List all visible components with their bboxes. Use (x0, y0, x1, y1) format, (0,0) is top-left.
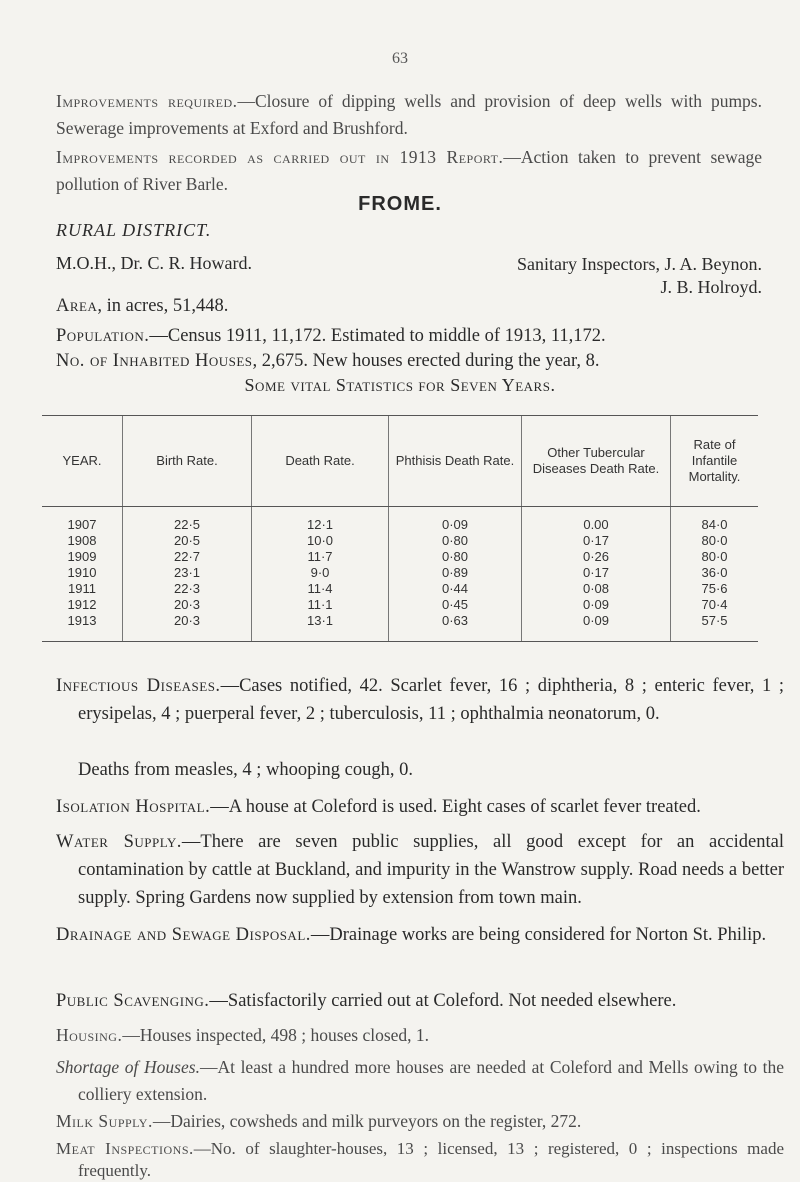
meat-heading: Meat Inspections. (56, 1139, 194, 1158)
medical-officer: M.O.H., Dr. C. R. Howard. (56, 253, 252, 273)
isolation-paragraph (56, 793, 762, 821)
cell-other-tubercular: 0·09 (522, 613, 671, 642)
drainage-paragraph (56, 921, 784, 949)
cell-birth-rate: 20·3 (123, 597, 252, 613)
inspectors-line-1: Sanitary Inspectors, J. A. Beynon. (517, 254, 762, 274)
cell-year: 1910 (67, 565, 97, 580)
water-text: —There are seven public supplies, all good except for an accidental contamination by cattle at Buckland, and impurity in the Wanstrow supply. Road needs a better supply. Spring Gardens now supplied by extension from town main. (78, 832, 784, 908)
infectious-text: —Cases notified, 42. Scarlet fever, 16 ; diphtheria, 8 ; enteric fever, 1 ; erysipelas, 4 ; puerperal fever, 2 ; tuberculosis, 11 ; ophthalmia neonatorum, 0. (78, 676, 784, 724)
population-paragraph (56, 322, 762, 350)
milk-supply-paragraph (56, 1108, 762, 1135)
water-heading: Water Supply. (56, 832, 182, 852)
shortage-heading: Shortage of Houses. (56, 1057, 200, 1077)
improvements-required-text: —Closure of dipping wells and provision of deep wells with pumps. Sewerage improvements at Exford and Brushford. (56, 91, 762, 138)
cell-infantile-mortality: 80·0 (671, 533, 759, 549)
header-other-tubercular: Other Tubercular Diseases Death Rate. (522, 416, 671, 507)
improvements-recorded-heading: Improvements recorded as carried out in 1913 Report. (56, 147, 504, 167)
cell-other-tubercular: 0·09 (522, 597, 671, 613)
cell-death-rate: 12·1 (252, 507, 389, 534)
scavenging-text: —Satisfactorily carried out at Coleford. Not needed elsewhere. (209, 991, 677, 1011)
housing-heading: Housing. (56, 1025, 123, 1045)
cell-other-tubercular: 0·26 (522, 549, 671, 565)
cell-phthisis: 0·45 (389, 597, 522, 613)
population-label: Population. (56, 326, 150, 346)
shortage-text: —At least a hundred more houses are needed at Coleford and Mells owing to the colliery extension. (78, 1057, 785, 1104)
table-row (42, 581, 758, 597)
shortage-paragraph (56, 1054, 784, 1108)
area-label: Area (56, 296, 98, 316)
cell-death-rate: 11·4 (252, 581, 389, 597)
cell-infantile-mortality: 75·6 (671, 581, 759, 597)
isolation-text: —A house at Coleford is used. Eight cases of scarlet fever treated. (210, 797, 701, 817)
header-phthisis: Phthisis Death Rate. (389, 416, 522, 507)
area-paragraph (56, 292, 762, 320)
cell-year: 1909 (67, 549, 97, 564)
table-row (42, 613, 758, 642)
population-text: —Census 1911, 11,172. Estimated to middle of 1913, 11,172. (149, 326, 606, 346)
drainage-heading: Drainage and Sewage Disposal. (56, 925, 311, 945)
table-row (42, 549, 758, 565)
houses-text: , 2,675. New houses erected during the year, 8. (252, 351, 600, 371)
cell-birth-rate: 23·1 (123, 565, 252, 581)
cell-year: 1911 (68, 581, 96, 596)
cell-phthisis: 0·63 (389, 613, 522, 642)
cell-year: 1913 (42, 613, 123, 642)
meat-text: —No. of slaughter-houses, 13 ; licensed, 13 ; registered, 0 ; inspections made frequently. (78, 1139, 785, 1180)
table-row (42, 565, 758, 581)
houses-label: No. of Inhabited Houses (56, 351, 253, 371)
inspectors-line-2: J. B. Holroyd. (660, 277, 762, 297)
drainage-text: —Drainage works are being considered for Norton St. Philip. (310, 925, 767, 945)
cell-phthisis: 0·80 (389, 549, 522, 565)
houses-paragraph (56, 347, 762, 375)
vital-statistics-table (42, 415, 758, 642)
milk-heading: Milk Supply. (56, 1111, 153, 1131)
cell-death-rate: 11·7 (252, 549, 389, 565)
cell-year: 1907 (67, 517, 97, 532)
improvements-recorded-paragraph (56, 144, 762, 198)
page-number: 63 (392, 50, 408, 67)
header-infantile-mortality: Rate of Infantile Mortality. (671, 416, 759, 507)
housing-text: —Houses inspected, 498 ; houses closed, 1. (122, 1025, 430, 1045)
cell-infantile-mortality: 70·4 (671, 597, 759, 613)
cell-other-tubercular: 0.00 (522, 507, 671, 534)
cell-phthisis: 0·80 (389, 533, 522, 549)
meat-inspections-paragraph (56, 1138, 784, 1182)
cell-death-rate: 13·1 (252, 613, 389, 642)
cell-phthisis: 0·09 (389, 507, 522, 534)
table-header-row (42, 416, 758, 507)
deaths-line: Deaths from measles, 4 ; whooping cough, 0. (78, 760, 413, 780)
cell-birth-rate: 22·7 (123, 549, 252, 565)
cell-birth-rate: 22·5 (123, 507, 252, 534)
cell-birth-rate: 20·3 (123, 613, 252, 642)
isolation-heading: Isolation Hospital. (56, 797, 211, 817)
cell-year: 1908 (67, 533, 97, 548)
header-death-rate: Death Rate. (252, 416, 389, 507)
scavenging-heading: Public Scavenging. (56, 991, 210, 1011)
cell-infantile-mortality: 84·0 (671, 507, 759, 534)
water-supply-paragraph (56, 828, 784, 912)
district-title: RURAL DISTRICT. (56, 220, 212, 240)
housing-paragraph (56, 1022, 762, 1049)
scavenging-paragraph (56, 987, 762, 1015)
cell-death-rate: 10·0 (252, 533, 389, 549)
milk-text: —Dairies, cowsheds and milk purveyors on the register, 272. (152, 1111, 582, 1131)
cell-year: 1912 (67, 597, 97, 612)
cell-other-tubercular: 0·08 (522, 581, 671, 597)
cell-other-tubercular: 0·17 (522, 565, 671, 581)
improvements-required-heading: Improvements required. (56, 91, 238, 111)
cell-death-rate: 11·1 (252, 597, 389, 613)
cell-infantile-mortality: 80·0 (671, 549, 759, 565)
cell-birth-rate: 22·3 (123, 581, 252, 597)
table-row (42, 597, 758, 613)
area-text: , in acres, 51,448. (97, 296, 229, 316)
improvements-recorded-text: —Action taken to prevent sewage pollution of River Barle. (56, 147, 762, 194)
infectious-diseases-paragraph (56, 672, 784, 728)
table-row (42, 507, 758, 534)
table-row (42, 533, 758, 549)
place-title: FROME. (358, 193, 442, 215)
cell-phthisis: 0·44 (389, 581, 522, 597)
header-birth-rate: Birth Rate. (123, 416, 252, 507)
table-title: Some vital Statistics for Seven Years. (244, 375, 556, 395)
cell-infantile-mortality: 57·5 (671, 613, 759, 642)
cell-death-rate: 9·0 (252, 565, 389, 581)
cell-birth-rate: 20·5 (123, 533, 252, 549)
improvements-required-paragraph (56, 88, 762, 142)
cell-infantile-mortality: 36·0 (671, 565, 759, 581)
cell-other-tubercular: 0·17 (522, 533, 671, 549)
infectious-heading: Infectious Diseases. (56, 676, 221, 696)
cell-phthisis: 0·89 (389, 565, 522, 581)
header-year: YEAR. (42, 416, 123, 507)
